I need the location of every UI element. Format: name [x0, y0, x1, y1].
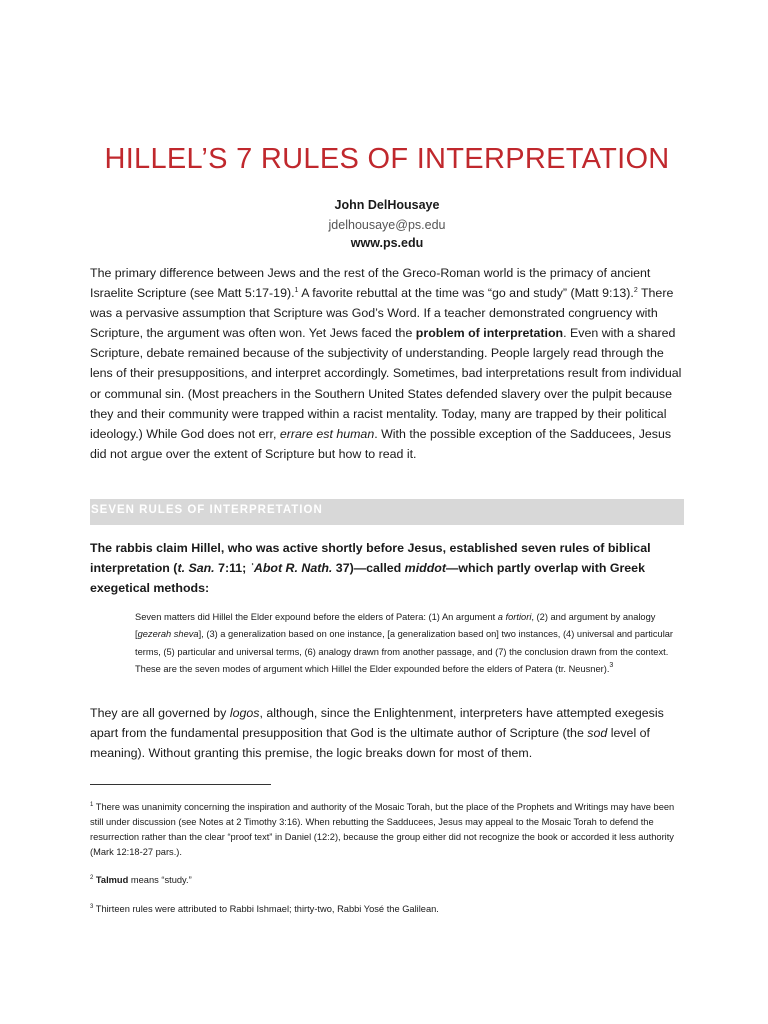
rules-intro-paragraph: The rabbis claim Hillel, who was active shortly before Jesus, established seven rules of biblical interpretation (t. San. 7:11; ʾAbot R. Nath. 37)—called middot—which partly overlap with Greek exegetical methods:	[90, 541, 651, 596]
footnote-2: $^2$ Talmud means “study.”	[90, 875, 192, 885]
intro-paragraph: The primary difference between Jews and the rest of the Greco-Roman world is the primacy of ancient Israelite Scripture (see Matt 5:17-19).$^1$ A favorite rebuttal at the time was “go and study” (Matt 9:13).$^2$ There was a pervasive assumption that Scripture was God’s Word. If a teacher demonstrated congruency with Scripture, the argument was often won. Yet Jews faced the problem of interpretation. Even with a shared Scripture, debate remained because of the subjectivity of understanding. People largely read through the lens of their presuppositions, and interpret accordingly. Sometimes, bad interpretations result from individual or communal sin. (Most preachers in the Southern United States defended slavery over the pulpit because they and their community were trapped within a racist mentality. Today, many are trapped by their political ideology.) While God does not err, errare est human. With the possible exception of the Sadducees, Jesus did not argue over the extent of Scripture but how to read it.	[90, 266, 682, 461]
footnote-divider	[90, 784, 271, 785]
footnote-3: $^3$ Thirteen rules were attributed to Rabbi Ishmael; thirty-two, Rabbi Yosé the Galilean.	[90, 904, 439, 914]
conclusion-paragraph: They are all governed by logos, although, since the Enlightenment, interpreters have attempted exegesis apart from the fundamental presupposition that God is the ultimate author of Scripture (the sod level of meaning). Without granting this premise, the logic breaks down for most of them.	[90, 706, 664, 761]
footnote-ref-1[interactable]: 1	[294, 287, 299, 295]
section-heading-bar	[90, 499, 684, 525]
footnote-ref-3[interactable]: 3	[609, 661, 614, 669]
footnote-ref-2[interactable]: 2	[633, 287, 638, 295]
author-email[interactable]: jdelhousaye@ps.edu	[328, 218, 446, 232]
block-quote: Seven matters did Hillel the Elder expound before the elders of Patera: (1) An argument a fortiori, (2) and argument by analogy [gezerah sheva], (3) a generalization based on one instance, [a generalization based on] two instances, (4) universal and particular terms, (5) particular and universal terms, (6) analogy drawn from another passage, and (7) the conclusion drawn from the context. These are the seven modes of argument which Hillel the Elder expounded before the elders of Patera (tr. Neusner).$^3$	[135, 612, 674, 674]
footnote-1: $^1$ There was unanimity concerning the inspiration and authority of the Mosaic Torah, but the place of the Prophets and Writings may have been still under discussion (see Notes at 2 Timothy 3:16). When rebutting the Sadducees, Jesus may appeal to the Mosaic Torah to defend the resurrection rather than the clear “proof text” in Daniel (12:2), because the group either did not recognize the book or accorded it less authority (Mark 12:18-27 pars.).	[90, 802, 675, 857]
author-website[interactable]: www.ps.edu	[350, 236, 424, 250]
author-name: John DelHousaye	[334, 198, 440, 212]
page-title: HILLEL’S 7 RULES OF INTERPRETATION	[104, 143, 670, 175]
section-heading: SEVEN RULES OF INTERPRETATION	[91, 504, 323, 516]
